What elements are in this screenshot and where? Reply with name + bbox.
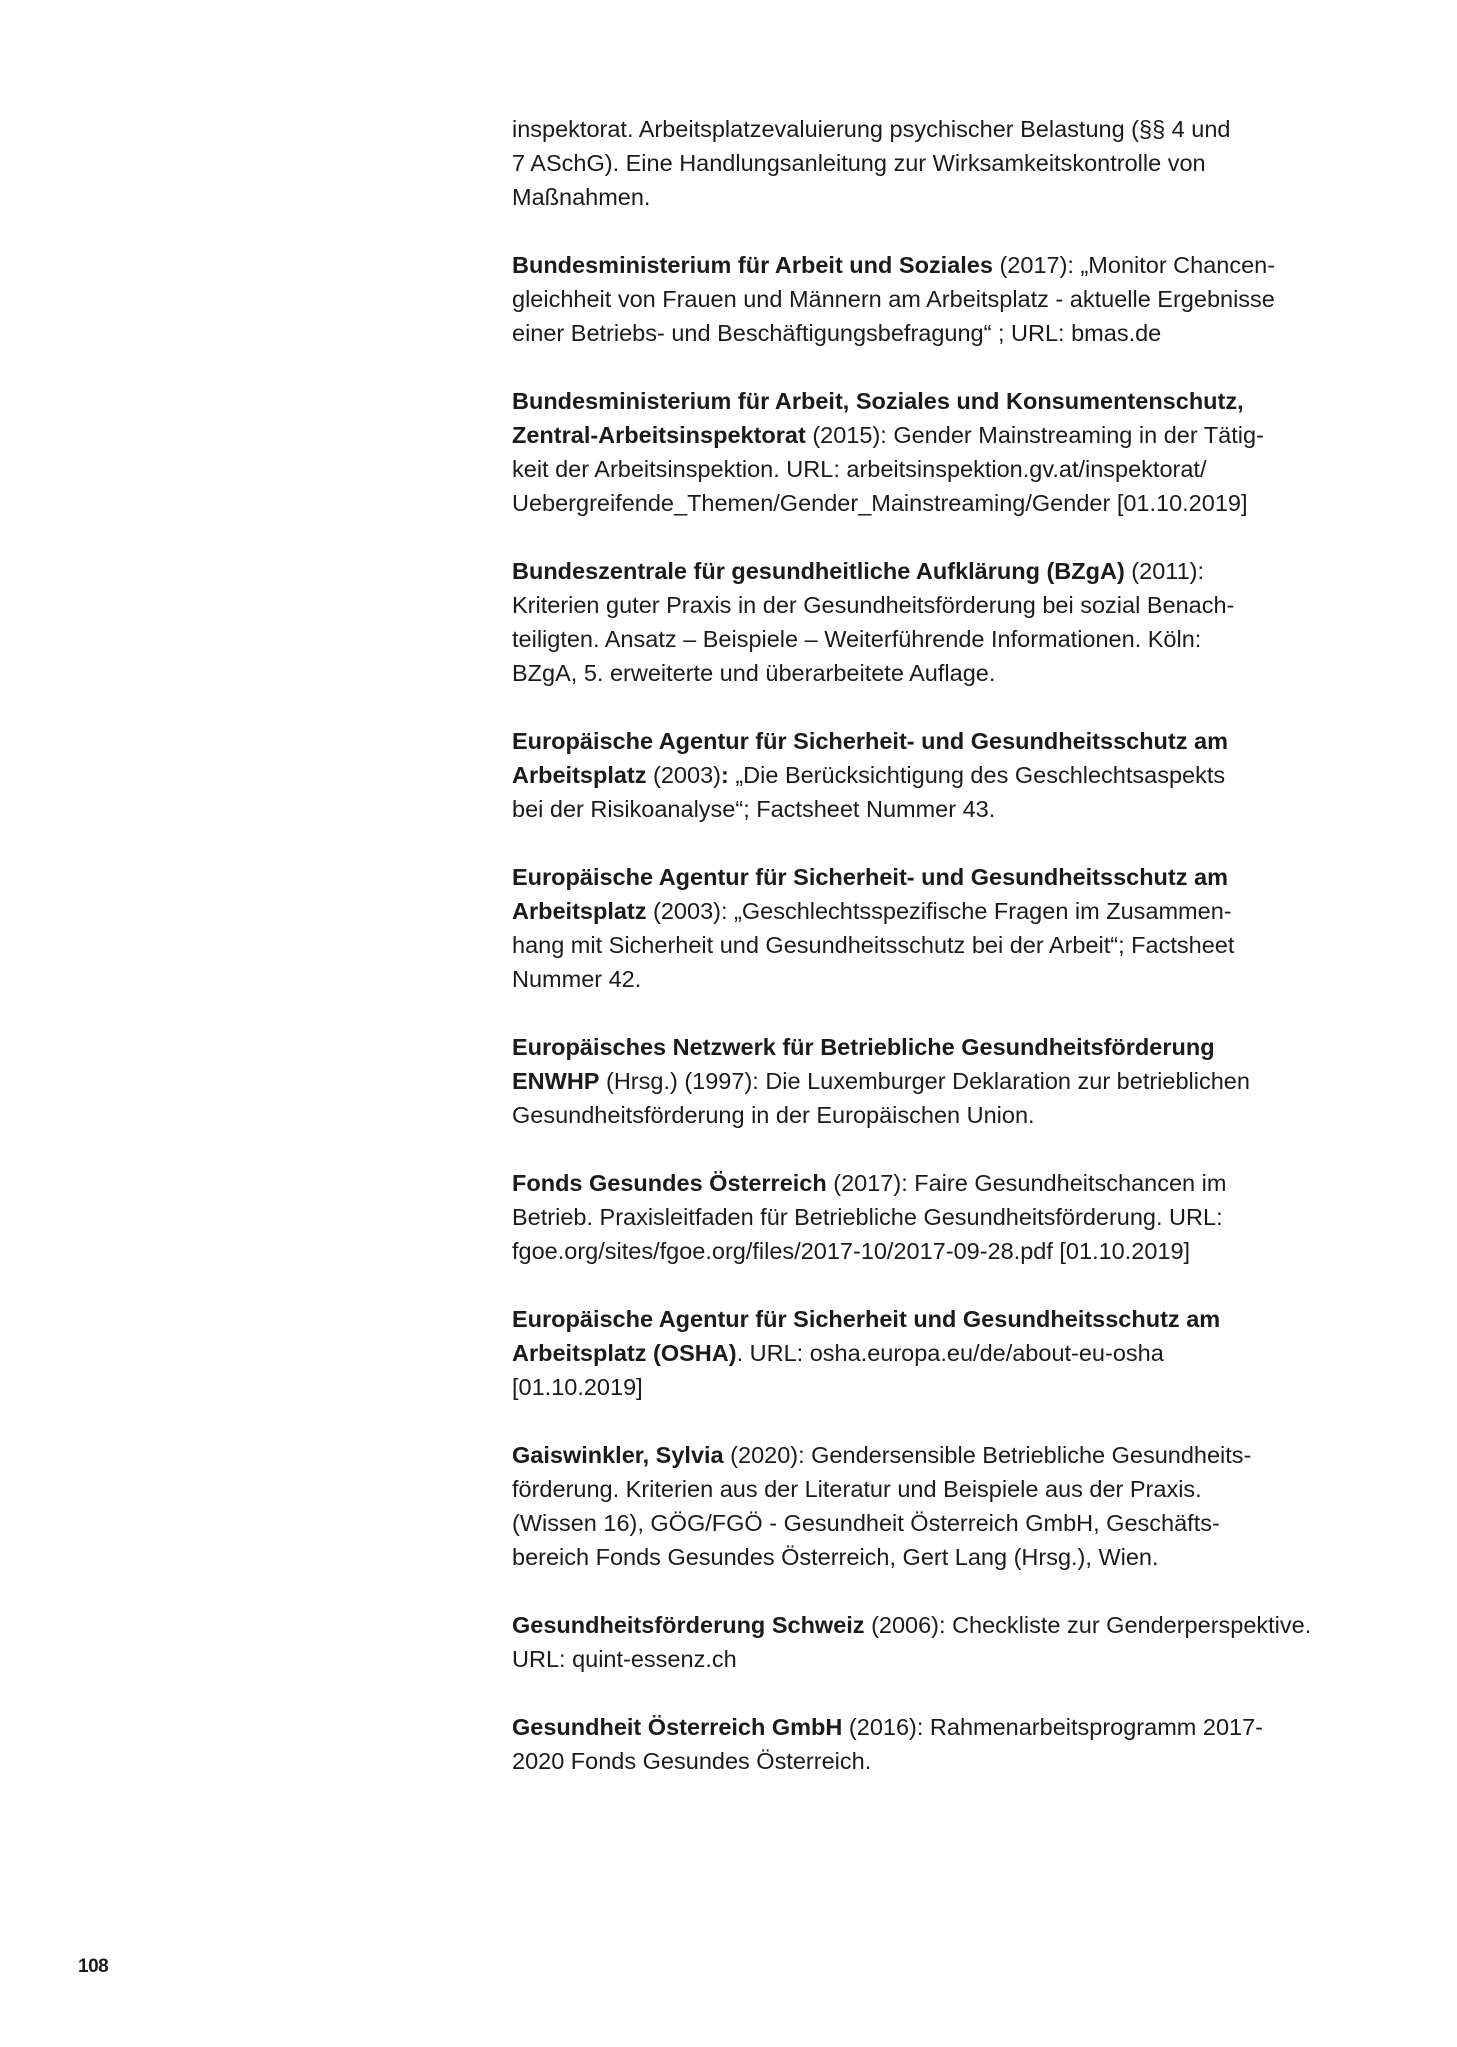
- reference-line: [512, 1234, 1332, 1268]
- reference-author: Europäische Agentur für Sicherheit- und Gesundheitsschutz am: [512, 728, 1228, 754]
- reference-entry: [512, 1166, 1332, 1268]
- reference-entry: [512, 112, 1332, 214]
- reference-line: [512, 282, 1332, 316]
- page-number: 108: [78, 1956, 109, 1977]
- reference-text: (2006): Checkliste zur Genderperspektive.: [864, 1612, 1312, 1638]
- reference-line: [512, 588, 1332, 622]
- reference-text: BZgA, 5. erweiterte und überarbeitete Auflage.: [512, 660, 996, 686]
- reference-line: [512, 452, 1332, 486]
- reference-text: Gesundheitsförderung in der Europäischen Union.: [512, 1102, 1035, 1128]
- reference-text: keit der Arbeitsinspektion. URL: arbeitsinspektion.gv.at/inspektorat/: [512, 456, 1207, 482]
- reference-author: Gesundheitsförderung Schweiz: [512, 1612, 865, 1638]
- reference-line: [512, 622, 1332, 656]
- reference-author: Gaiswinkler, Sylvia: [512, 1442, 724, 1468]
- reference-entry: [512, 248, 1332, 350]
- reference-text: teiligten. Ansatz – Beispiele – Weiterführende Informationen. Köln:: [512, 626, 1202, 652]
- reference-line: [512, 1030, 1332, 1064]
- reference-line: [512, 554, 1332, 588]
- reference-text: Uebergreifende_Themen/Gender_Mainstreaming/Gender [01.10.2019]: [512, 490, 1248, 516]
- reference-entry: [512, 1438, 1332, 1574]
- reference-line: [512, 1642, 1332, 1676]
- reference-line: [512, 860, 1332, 894]
- reference-author: Europäische Agentur für Sicherheit- und Gesundheitsschutz am: [512, 864, 1228, 890]
- reference-line: [512, 384, 1332, 418]
- reference-text: förderung. Kriterien aus der Literatur und Beispiele aus der Praxis.: [512, 1476, 1202, 1502]
- reference-text: bei der Risikoanalyse“; Factsheet Nummer 43.: [512, 796, 996, 822]
- reference-line: [512, 758, 1332, 792]
- reference-list: [512, 112, 1332, 1812]
- reference-line: [512, 1200, 1332, 1234]
- reference-author: Arbeitsplatz (OSHA): [512, 1340, 737, 1366]
- reference-line: [512, 486, 1332, 520]
- reference-text: (2003): [646, 762, 721, 788]
- reference-line: [512, 1608, 1332, 1642]
- reference-entry: [512, 1302, 1332, 1404]
- reference-line: [512, 1336, 1332, 1370]
- reference-line: [512, 928, 1332, 962]
- reference-line: [512, 1744, 1332, 1778]
- reference-line: [512, 724, 1332, 758]
- reference-text: hang mit Sicherheit und Gesundheitsschutz bei der Arbeit“; Factsheet: [512, 932, 1235, 958]
- reference-text: 7 ASchG). Eine Handlungsanleitung zur Wirksamkeitskontrolle von: [512, 150, 1206, 176]
- reference-author: Arbeitsplatz: [512, 898, 647, 924]
- reference-line: [512, 792, 1332, 826]
- reference-entry: [512, 1710, 1332, 1778]
- reference-entry: [512, 554, 1332, 690]
- reference-line: [512, 1472, 1332, 1506]
- reference-text: (2017): Faire Gesundheitschancen im: [826, 1170, 1227, 1196]
- reference-text: Kriterien guter Praxis in der Gesundheitsförderung bei sozial Benach-: [512, 592, 1235, 618]
- reference-author: ENWHP: [512, 1068, 600, 1094]
- reference-author: Europäische Agentur für Sicherheit und Gesundheitsschutz am: [512, 1306, 1221, 1332]
- reference-text: (2015): Gender Mainstreaming in der Tätig-: [805, 422, 1264, 448]
- reference-entry: [512, 860, 1332, 996]
- reference-entry: [512, 724, 1332, 826]
- reference-line: [512, 418, 1332, 452]
- reference-line: [512, 1166, 1332, 1200]
- reference-text: [01.10.2019]: [512, 1374, 643, 1400]
- reference-text: einer Betriebs- und Beschäftigungsbefragung“ ; URL: bmas.de: [512, 320, 1162, 346]
- reference-text: (Wissen 16), GÖG/FGÖ - Gesundheit Österreich GmbH, Geschäfts-: [512, 1510, 1220, 1536]
- reference-line: [512, 656, 1332, 690]
- reference-line: [512, 894, 1332, 928]
- reference-line: [512, 1540, 1332, 1574]
- reference-line: [512, 1302, 1332, 1336]
- reference-text: (2017): „Monitor Chancen-: [992, 252, 1276, 278]
- reference-line: [512, 1098, 1332, 1132]
- reference-entry: [512, 1030, 1332, 1132]
- reference-entry: [512, 1608, 1332, 1676]
- reference-text: gleichheit von Frauen und Männern am Arbeitsplatz - aktuelle Ergebnisse: [512, 286, 1275, 312]
- reference-text: URL: quint-essenz.ch: [512, 1646, 737, 1672]
- reference-author: Europäisches Netzwerk für Betriebliche Gesundheitsförderung: [512, 1034, 1215, 1060]
- reference-author: Bundeszentrale für gesundheitliche Aufklärung (BZgA): [512, 558, 1125, 584]
- reference-line: [512, 1710, 1332, 1744]
- reference-line: [512, 248, 1332, 282]
- reference-line: [512, 1438, 1332, 1472]
- reference-author: Bundesministerium für Arbeit, Soziales und Konsumentenschutz,: [512, 388, 1244, 414]
- reference-line: [512, 180, 1332, 214]
- reference-line: [512, 112, 1332, 146]
- reference-text: . URL: osha.europa.eu/de/about-eu-osha: [736, 1340, 1164, 1366]
- reference-line: [512, 1506, 1332, 1540]
- reference-line: [512, 146, 1332, 180]
- reference-text: (Hrsg.) (1997): Die Luxemburger Deklaration zur betrieblichen: [599, 1068, 1250, 1094]
- reference-author: Fonds Gesundes Österreich: [512, 1170, 827, 1196]
- reference-text: „Die Berücksichtigung des Geschlechtsaspekts: [728, 762, 1226, 788]
- reference-entry: [512, 384, 1332, 520]
- reference-text: fgoe.org/sites/fgoe.org/files/2017-10/2017-09-28.pdf [01.10.2019]: [512, 1238, 1191, 1264]
- reference-text: (2016): Rahmenarbeitsprogramm 2017-: [842, 1714, 1263, 1740]
- reference-author: Bundesministerium für Arbeit und Soziales: [512, 252, 993, 278]
- reference-text: Maßnahmen.: [512, 184, 651, 210]
- reference-text: (2020): Gendersensible Betriebliche Gesundheits-: [723, 1442, 1252, 1468]
- reference-author: :: [720, 762, 729, 788]
- reference-line: [512, 316, 1332, 350]
- reference-author: Arbeitsplatz: [512, 762, 647, 788]
- reference-author: Gesundheit Österreich GmbH: [512, 1714, 843, 1740]
- reference-line: [512, 1370, 1332, 1404]
- reference-line: [512, 962, 1332, 996]
- reference-text: (2003): „Geschlechtsspezifische Fragen im Zusammen-: [646, 898, 1232, 924]
- reference-text: 2020 Fonds Gesundes Österreich.: [512, 1748, 872, 1774]
- reference-text: Betrieb. Praxisleitfaden für Betriebliche Gesundheitsförderung. URL:: [512, 1204, 1223, 1230]
- reference-text: (2011):: [1124, 558, 1205, 584]
- reference-line: [512, 1064, 1332, 1098]
- reference-text: bereich Fonds Gesundes Österreich, Gert Lang (Hrsg.), Wien.: [512, 1544, 1159, 1570]
- reference-text: inspektorat. Arbeitsplatzevaluierung psychischer Belastung (§§ 4 und: [512, 116, 1231, 142]
- reference-author: Zentral-Arbeitsinspektorat: [512, 422, 806, 448]
- reference-text: Nummer 42.: [512, 966, 642, 992]
